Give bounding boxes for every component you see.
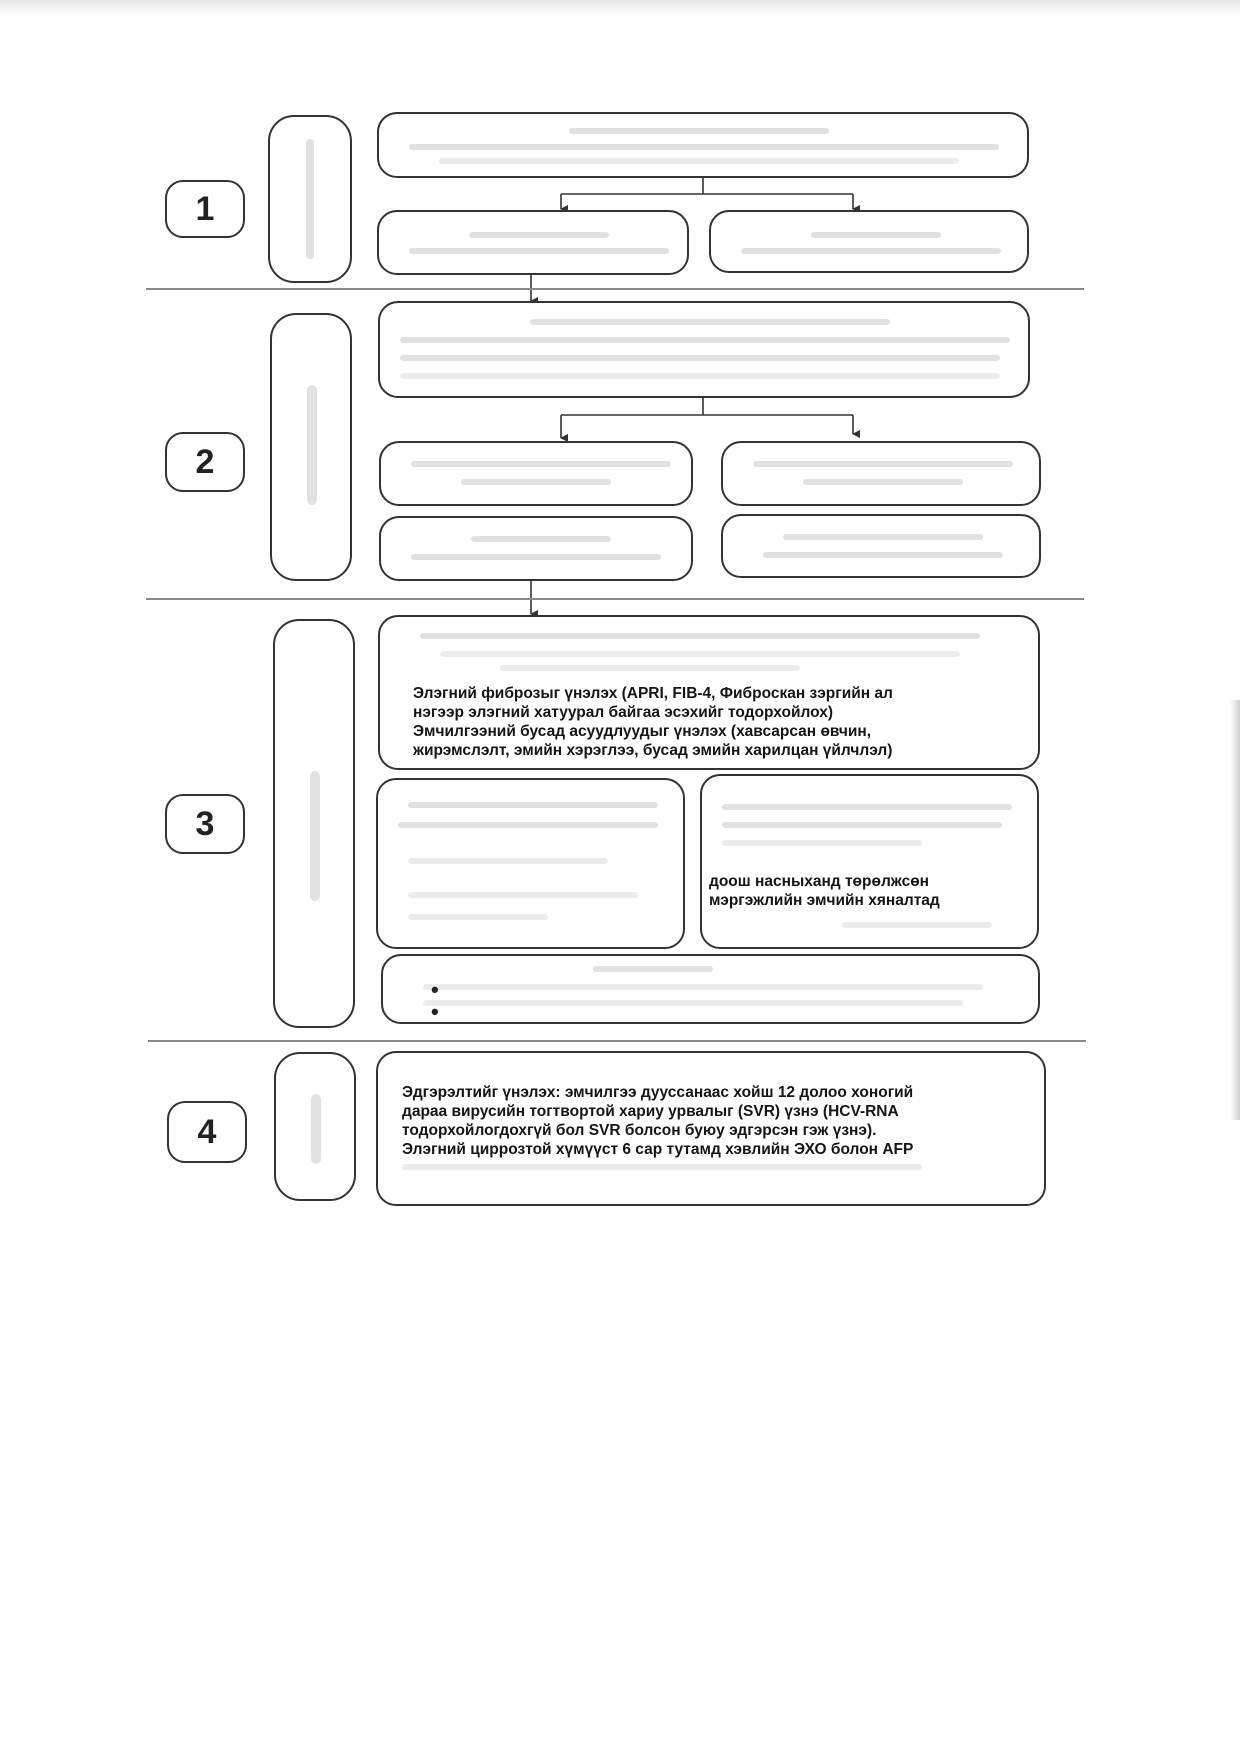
step-number: 4 [167,1101,247,1163]
assessment-line: нэгээр элэгний хатуурал байгаа эсэхийг тодорхойлох) [413,704,833,721]
step2-right-box-bottom [721,514,1041,578]
step-label-box [273,619,355,1028]
right-box-line: доош насныханд төрөлжсөн [709,873,930,890]
step2-right-box-top [721,441,1041,506]
followup-line: Эдгэрэлтийг үнэлэх: эмчилгээ дууссанаас хойш 12 долоо хоногий [402,1084,914,1101]
bullet-points: • • [431,977,439,1024]
followup-line: дараа вирусийн тогтвортой хариу урвалыг (SVR) үзнэ (HCV-RNA [402,1103,899,1120]
step-label-box [274,1052,356,1201]
section-divider [146,598,1084,600]
step-number: 1 [165,180,245,238]
step-label-box [270,313,352,581]
step3-left-box [376,778,685,949]
step-number: 2 [165,432,245,492]
assessment-line: Элэгний фиброзыг үнэлэх (APRI, FIB-4, Фиброскан зэргийн ал [413,685,893,702]
faded-vertical-text [306,139,314,259]
step4-followup-box [376,1051,1046,1206]
step1-main-box [377,112,1029,178]
step2-left-box-bottom [379,516,693,581]
step3-bottom-box [381,954,1040,1024]
assessment-line: жирэмслэлт, эмийн хэрэглээ, бусад эмийн харилцан үйлчлэл) [413,742,893,759]
faded-vertical-text [311,1094,321,1164]
right-box-line: мэргэжлийн эмчийн хяналтад [709,892,940,909]
section-divider [148,1040,1086,1042]
step1-left-box [377,210,689,275]
faded-vertical-text [310,771,320,901]
followup-line: тодорхойлогдохгүй бол SVR болсон буюу эдгэрсэн гэж үзнэ). [402,1122,877,1139]
step3-right-box [700,774,1039,949]
step2-main-box [378,301,1030,398]
step-label-box [268,115,352,283]
step1-right-box [709,210,1029,273]
section-divider [146,288,1084,290]
followup-line: Элэгний циррозтой хүмүүст 6 сар тутамд хэвлийн ЭХО болон AFP [402,1141,914,1158]
step2-left-box-top [379,441,693,506]
step-number: 3 [165,794,245,854]
assessment-line: Эмчилгээний бусад асуудлуудыг үнэлэх (хавсарсан өвчин, [413,723,872,740]
faded-vertical-text [307,385,317,505]
step3-assessment-box [378,615,1040,770]
